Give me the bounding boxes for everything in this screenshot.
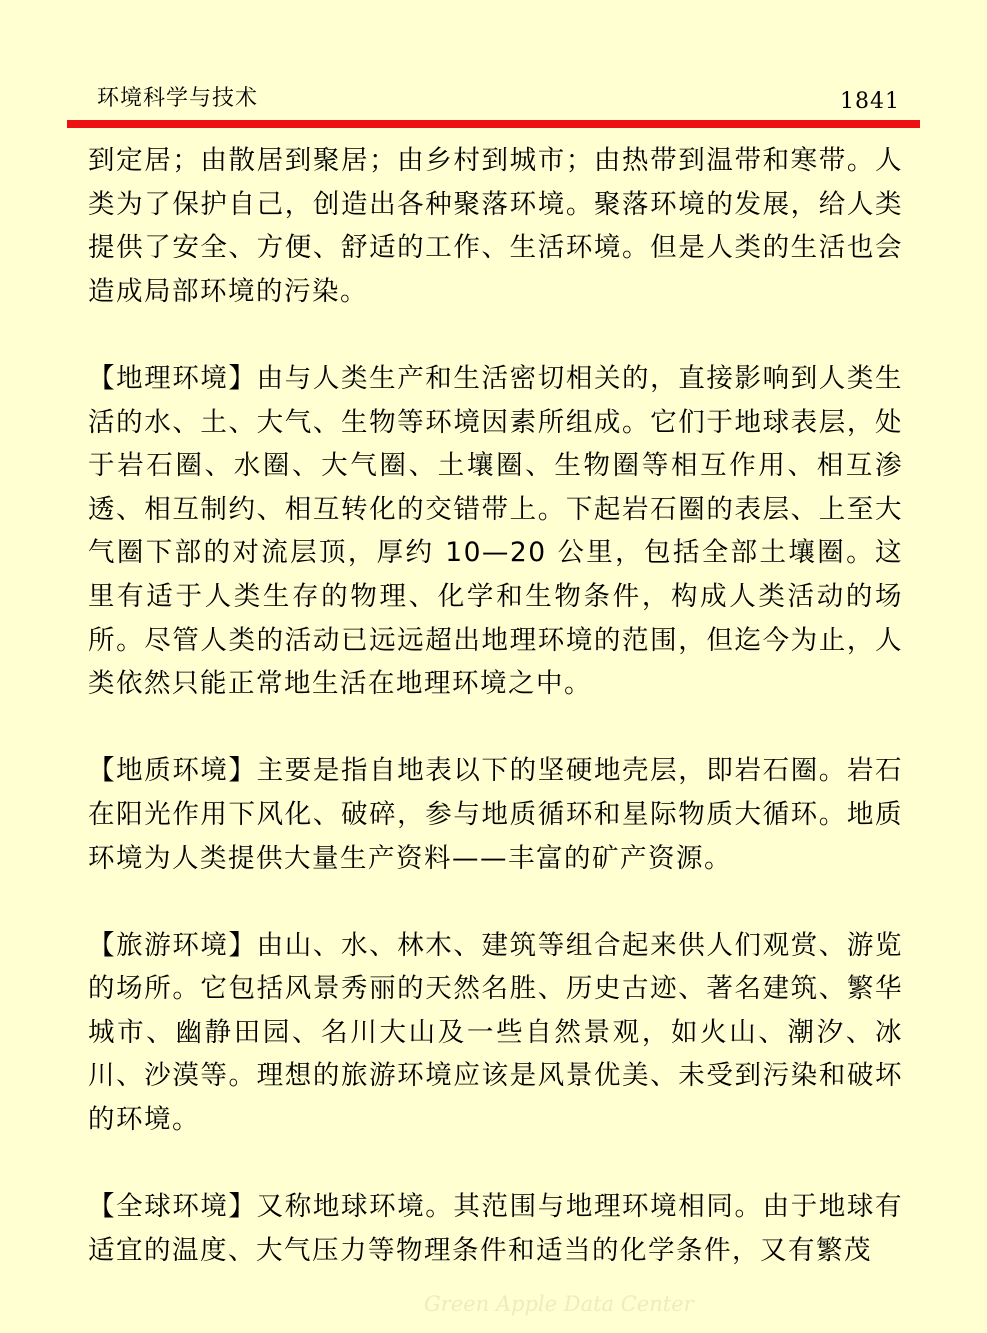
entry-term: 【地理环境】 — [88, 362, 257, 394]
header-divider — [67, 120, 920, 128]
entry-tourism-environment — [88, 924, 903, 1142]
page-header — [0, 0, 987, 130]
watermark: Green Apple Data Center — [424, 1292, 694, 1316]
page-number: 1841 — [840, 89, 900, 114]
entry-global-environment — [88, 1185, 903, 1272]
entry-text: 由与人类生产和生活密切相关的，直接影响到人类生活的水、土、大气、生物等环境因素所组成。它们于地球表层，处于岩石圈、水圈、大气圈、土壤圈、生物圈等相互作用、相互渗透、相互制约、相互转化的交错带上。下起岩石圈的表层、上至大气圈下部的对流层顶，厚约 10—20 公里，包括全部土壤圈。这里有适于人类生存的物理、化学和生物条件，构成人类活动的场所。尽管人类的活动已远远超出地理环境的范围，但迄今为止，人类依然只能正常地生活在地理环境之中。 — [88, 362, 904, 700]
entry-text: 到定居；由散居到聚居；由乡村到城市；由热带到温带和寒带。人类为了保护自己，创造出各种聚落环境。聚落环境的发展，给人类提供了安全、方便、舒适的工作、生活环境。但是人类的生活也会造成局部环境的污染。 — [88, 145, 903, 307]
body-text — [88, 139, 903, 1272]
entry-text: 又称地球环境。其范围与地理环境相同。由于地球有适宜的温度、大气压力等物理条件和适当的化学条件，又有繁茂 — [88, 1191, 904, 1266]
entry-text: 由山、水、林木、建筑等组合起来供人们观赏、游览的场所。它包括风景秀丽的天然名胜、历史古迹、著名建筑、繁华城市、幽静田园、名川大山及一些自然景观，如火山、潮汐、冰川、沙漠等。理想的旅游环境应该是风景优美、未受到污染和破坏的环境。 — [88, 929, 904, 1136]
paragraph-continuation — [88, 139, 903, 313]
entry-geological-environment — [88, 749, 903, 880]
entry-term: 【全球环境】 — [88, 1191, 257, 1223]
entry-geographic-environment — [88, 357, 903, 706]
entry-term: 【旅游环境】 — [88, 929, 257, 961]
running-head-title: 环境科学与技术 — [97, 86, 259, 111]
entry-term: 【地质环境】 — [88, 755, 257, 787]
entry-text: 主要是指自地表以下的坚硬地壳层，即岩石圈。岩石在阳光作用下风化、破碎，参与地质循环和星际物质大循环。地质环境为人类提供大量生产资料——丰富的矿产资源。 — [88, 755, 904, 874]
